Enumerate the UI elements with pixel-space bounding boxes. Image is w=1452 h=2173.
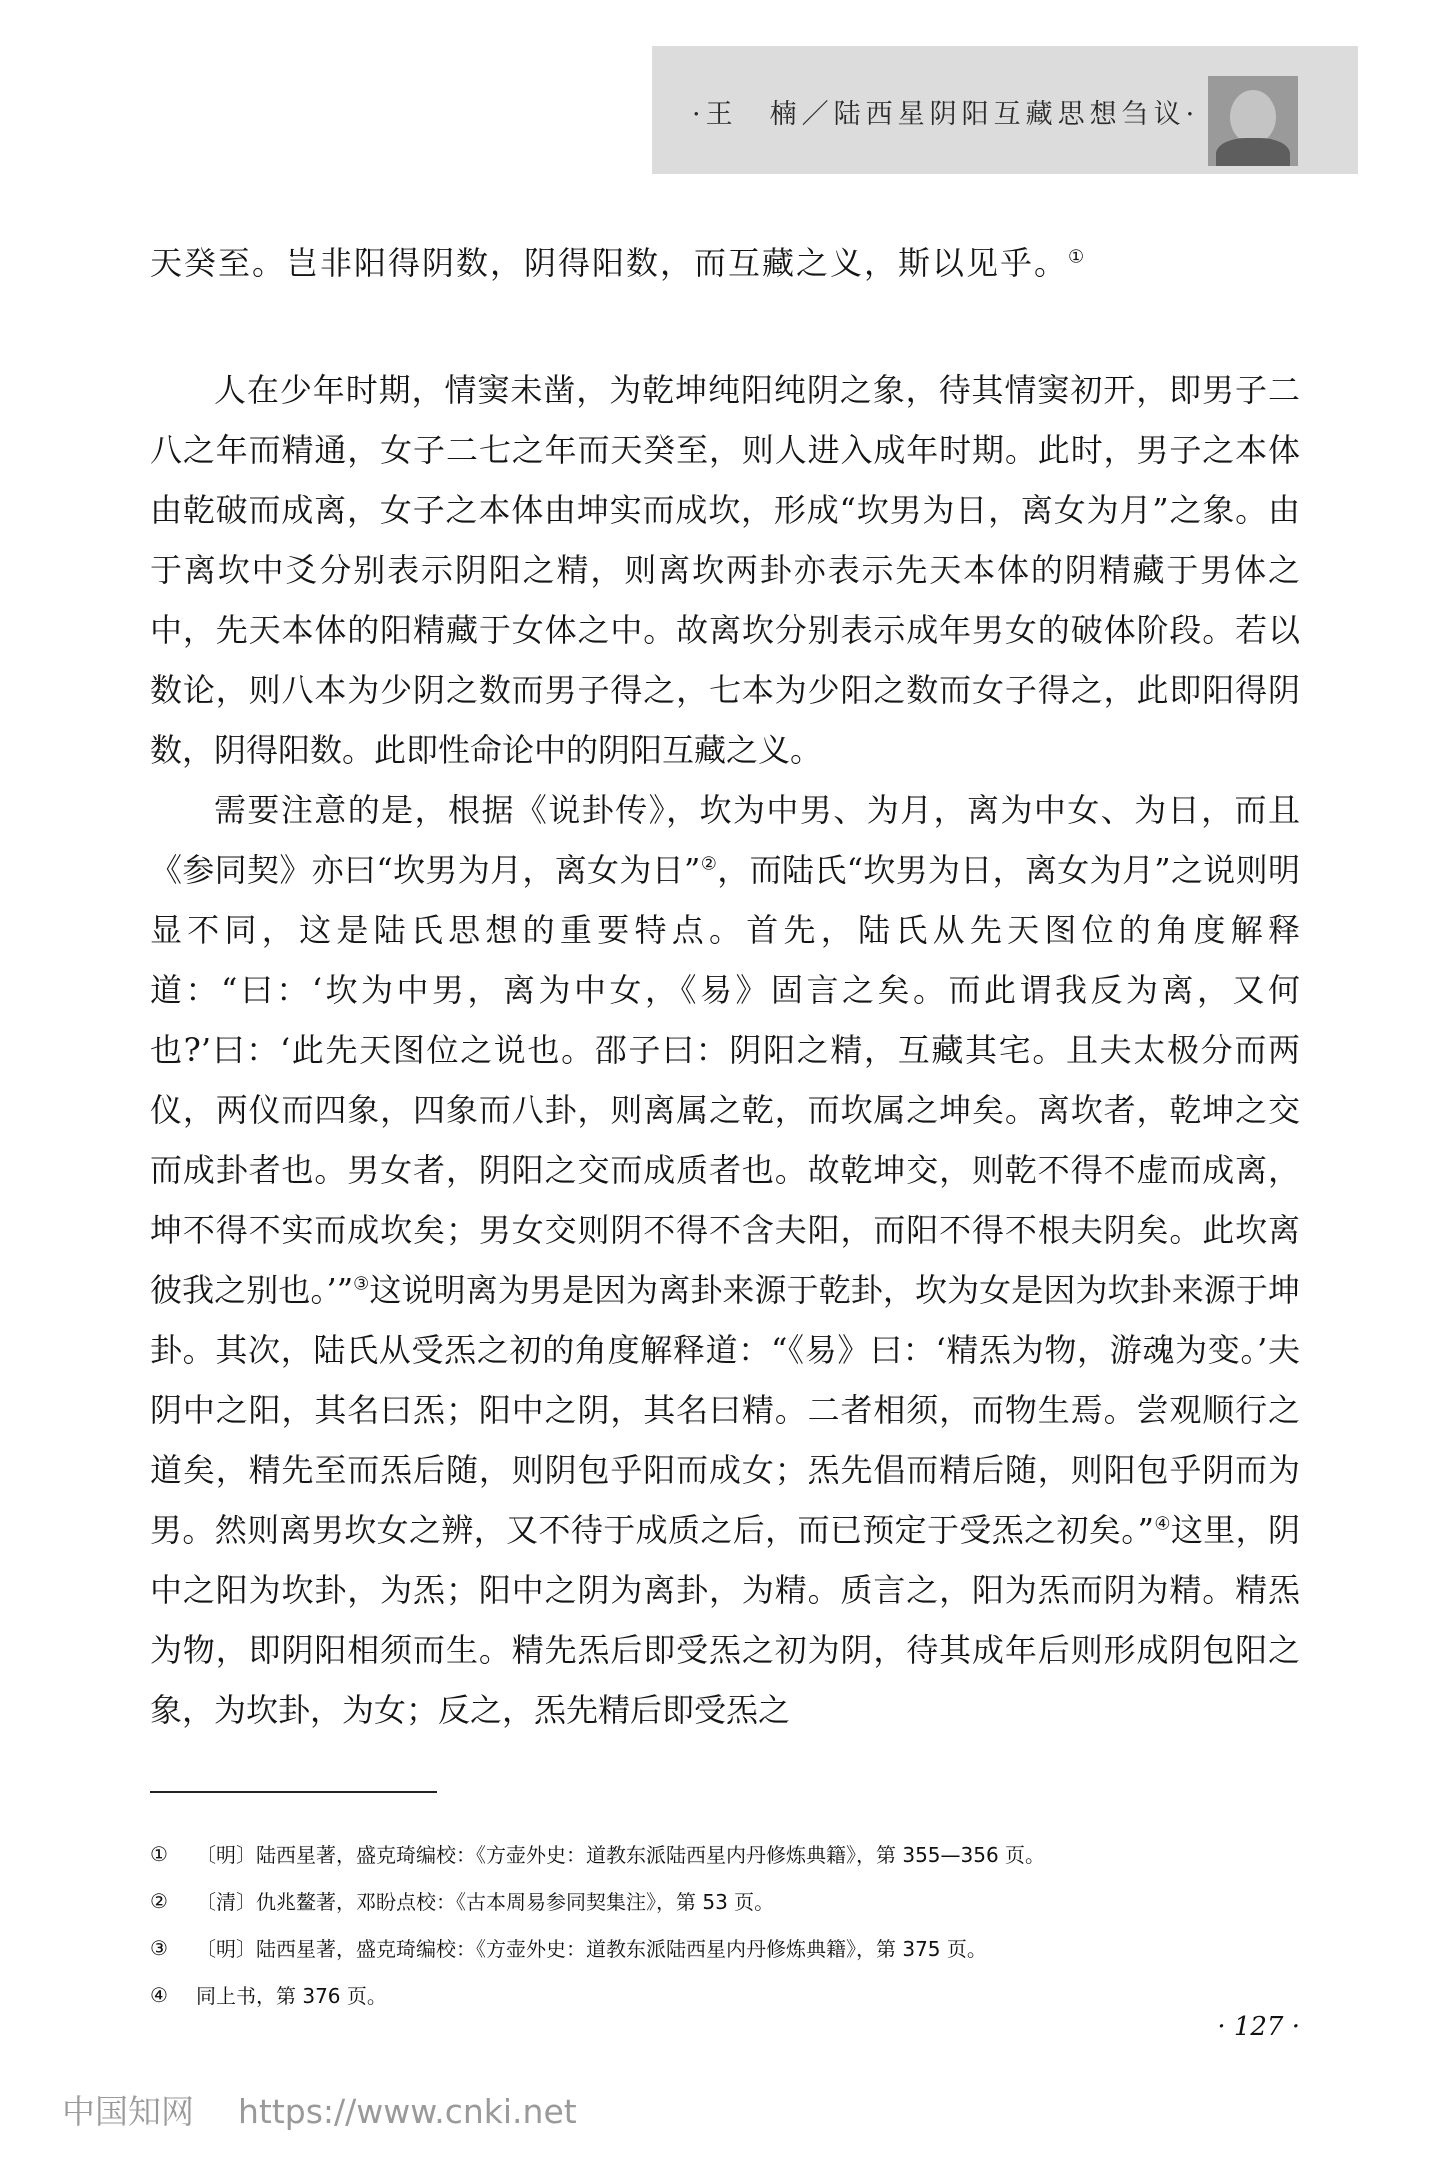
portrait-robe	[1216, 138, 1290, 166]
running-title: ·王 楠／陆西星阴阳互藏思想刍议·	[692, 99, 1200, 130]
paragraph-2	[150, 780, 1300, 1740]
footnote-3	[150, 1924, 1300, 1971]
paragraph-2-part-4: 这里，阴中之阳为坎卦，为炁；阳中之阴为离卦，为精。质言之，阳为炁而阴为精。精炁为物，即阴阳相须而生。精先炁后即受炁之初为阴，待其成年后则形成阴包阳之象，为坎卦，为女；反之，炁先精后即受炁之	[150, 1511, 1300, 1729]
continued-line	[150, 243, 1300, 283]
footnote-1	[150, 1830, 1300, 1877]
watermark-url: https://www.cnki.net	[238, 2092, 577, 2131]
paragraph-2-part-3: 这说明离为男是因为离卦来源于乾卦，坎为女是因为坎卦来源于坤卦。其次，陆氏从受炁之初的角度解释道：“《易》曰：‘精炁为物，游魂为变。’夫阴中之阳，其名曰炁；阳中之阴，其名曰精。二者相须，而物生焉。尝观顺行之道矣，精先至而炁后随，则阴包乎阳而成女；炁先倡而精后随，则阳包乎阴而为男。然则离男坎女之辨，又不待于成质之后，而已预定于受炁之初矣。”	[150, 1271, 1300, 1549]
portrait-icon	[1208, 76, 1298, 166]
paragraph-1: 人在少年时期，情窦未凿，为乾坤纯阳纯阴之象，待其情窦初开，即男子二八之年而精通，女子二七之年而天癸至，则人进入成年时期。此时，男子之本体由乾破而成离，女子之本体由坤实而成坎，形成“坎男为日，离女为月”之象。由于离坎中爻分别表示阴阳之精，则离坎两卦亦表示先天本体的阴精藏于男体之中，先天本体的阳精藏于女体之中。故离坎分别表示成年男女的破体阶段。若以数论，则八本为少阴之数而男子得之，七本为少阳之数而女子得之，此即阳得阴数，阴得阳数。此即性命论中的阴阳互藏之义。	[150, 371, 1300, 769]
footnote-number: ③	[150, 1935, 168, 1960]
footnote-text: 〔明〕陆西星著，盛克琦编校：《方壶外史：道教东派陆西星内丹修炼典籍》，第 355—356 页。	[196, 1843, 1046, 1867]
footnote-4	[150, 1971, 1300, 2018]
footnote-text: 〔清〕仇兆鳌著，邓盼点校：《古本周易参同契集注》，第 53 页。	[196, 1890, 775, 1914]
cnki-watermark	[62, 2086, 577, 2133]
footnote-number: ④	[150, 1982, 168, 2007]
footnote-ref-4[interactable]: ④	[1153, 1513, 1171, 1535]
continued-line-text: 天癸至。岂非阳得阴数，阴得阳数，而互藏之义，斯以见乎。	[150, 244, 1069, 282]
portrait-face	[1230, 90, 1276, 144]
footnote-text: 同上书，第 376 页。	[196, 1984, 387, 2008]
footnotes	[150, 1830, 1300, 2018]
footnote-ref-3[interactable]: ③	[353, 1273, 370, 1295]
footnote-number: ①	[150, 1841, 168, 1866]
main-text	[150, 360, 1300, 1740]
paragraph-2-part-2: ，而陆氏“坎男为日，离女为月”之说则明显不同，这是陆氏思想的重要特点。首先，陆氏从先天图位的角度解释道：“曰：‘坎为中男，离为中女，《易》固言之矣。而此谓我反为离，又何也?’曰：‘此先天图位之说也。邵子曰：阴阳之精，互藏其宅。且夫太极分而两仪，两仪而四象，四象而八卦，则离属之乾，而坎属之坤矣。离坎者，乾坤之交而成卦者也。男女者，阴阳之交而成质者也。故乾坤交，则乾不得不虚而成离，坤不得不实而成坎矣；男女交则阴不得不含夫阳，而阳不得不根夫阴矣。此坎离彼我之别也。’”	[150, 851, 1300, 1309]
running-header	[652, 46, 1358, 174]
footnote-ref-1[interactable]: ①	[1068, 246, 1087, 268]
watermark-site-name: 中国知网	[62, 2092, 194, 2131]
paragraph-2-part-1: 需要注意的是，根据《说卦传》，坎为中男、为月，离为中女、为日，而且《参同契》亦曰“坎男为月，离女为日”	[150, 791, 1300, 889]
footnote-ref-2[interactable]: ②	[700, 853, 718, 875]
footnote-number: ②	[150, 1888, 168, 1913]
footnote-2	[150, 1877, 1300, 1924]
footnote-divider	[150, 1791, 437, 1793]
footnote-text: 〔明〕陆西星著，盛克琦编校：《方壶外史：道教东派陆西星内丹修炼典籍》，第 375 页。	[196, 1937, 987, 1961]
page-number: · 127 ·	[1217, 2012, 1300, 2042]
